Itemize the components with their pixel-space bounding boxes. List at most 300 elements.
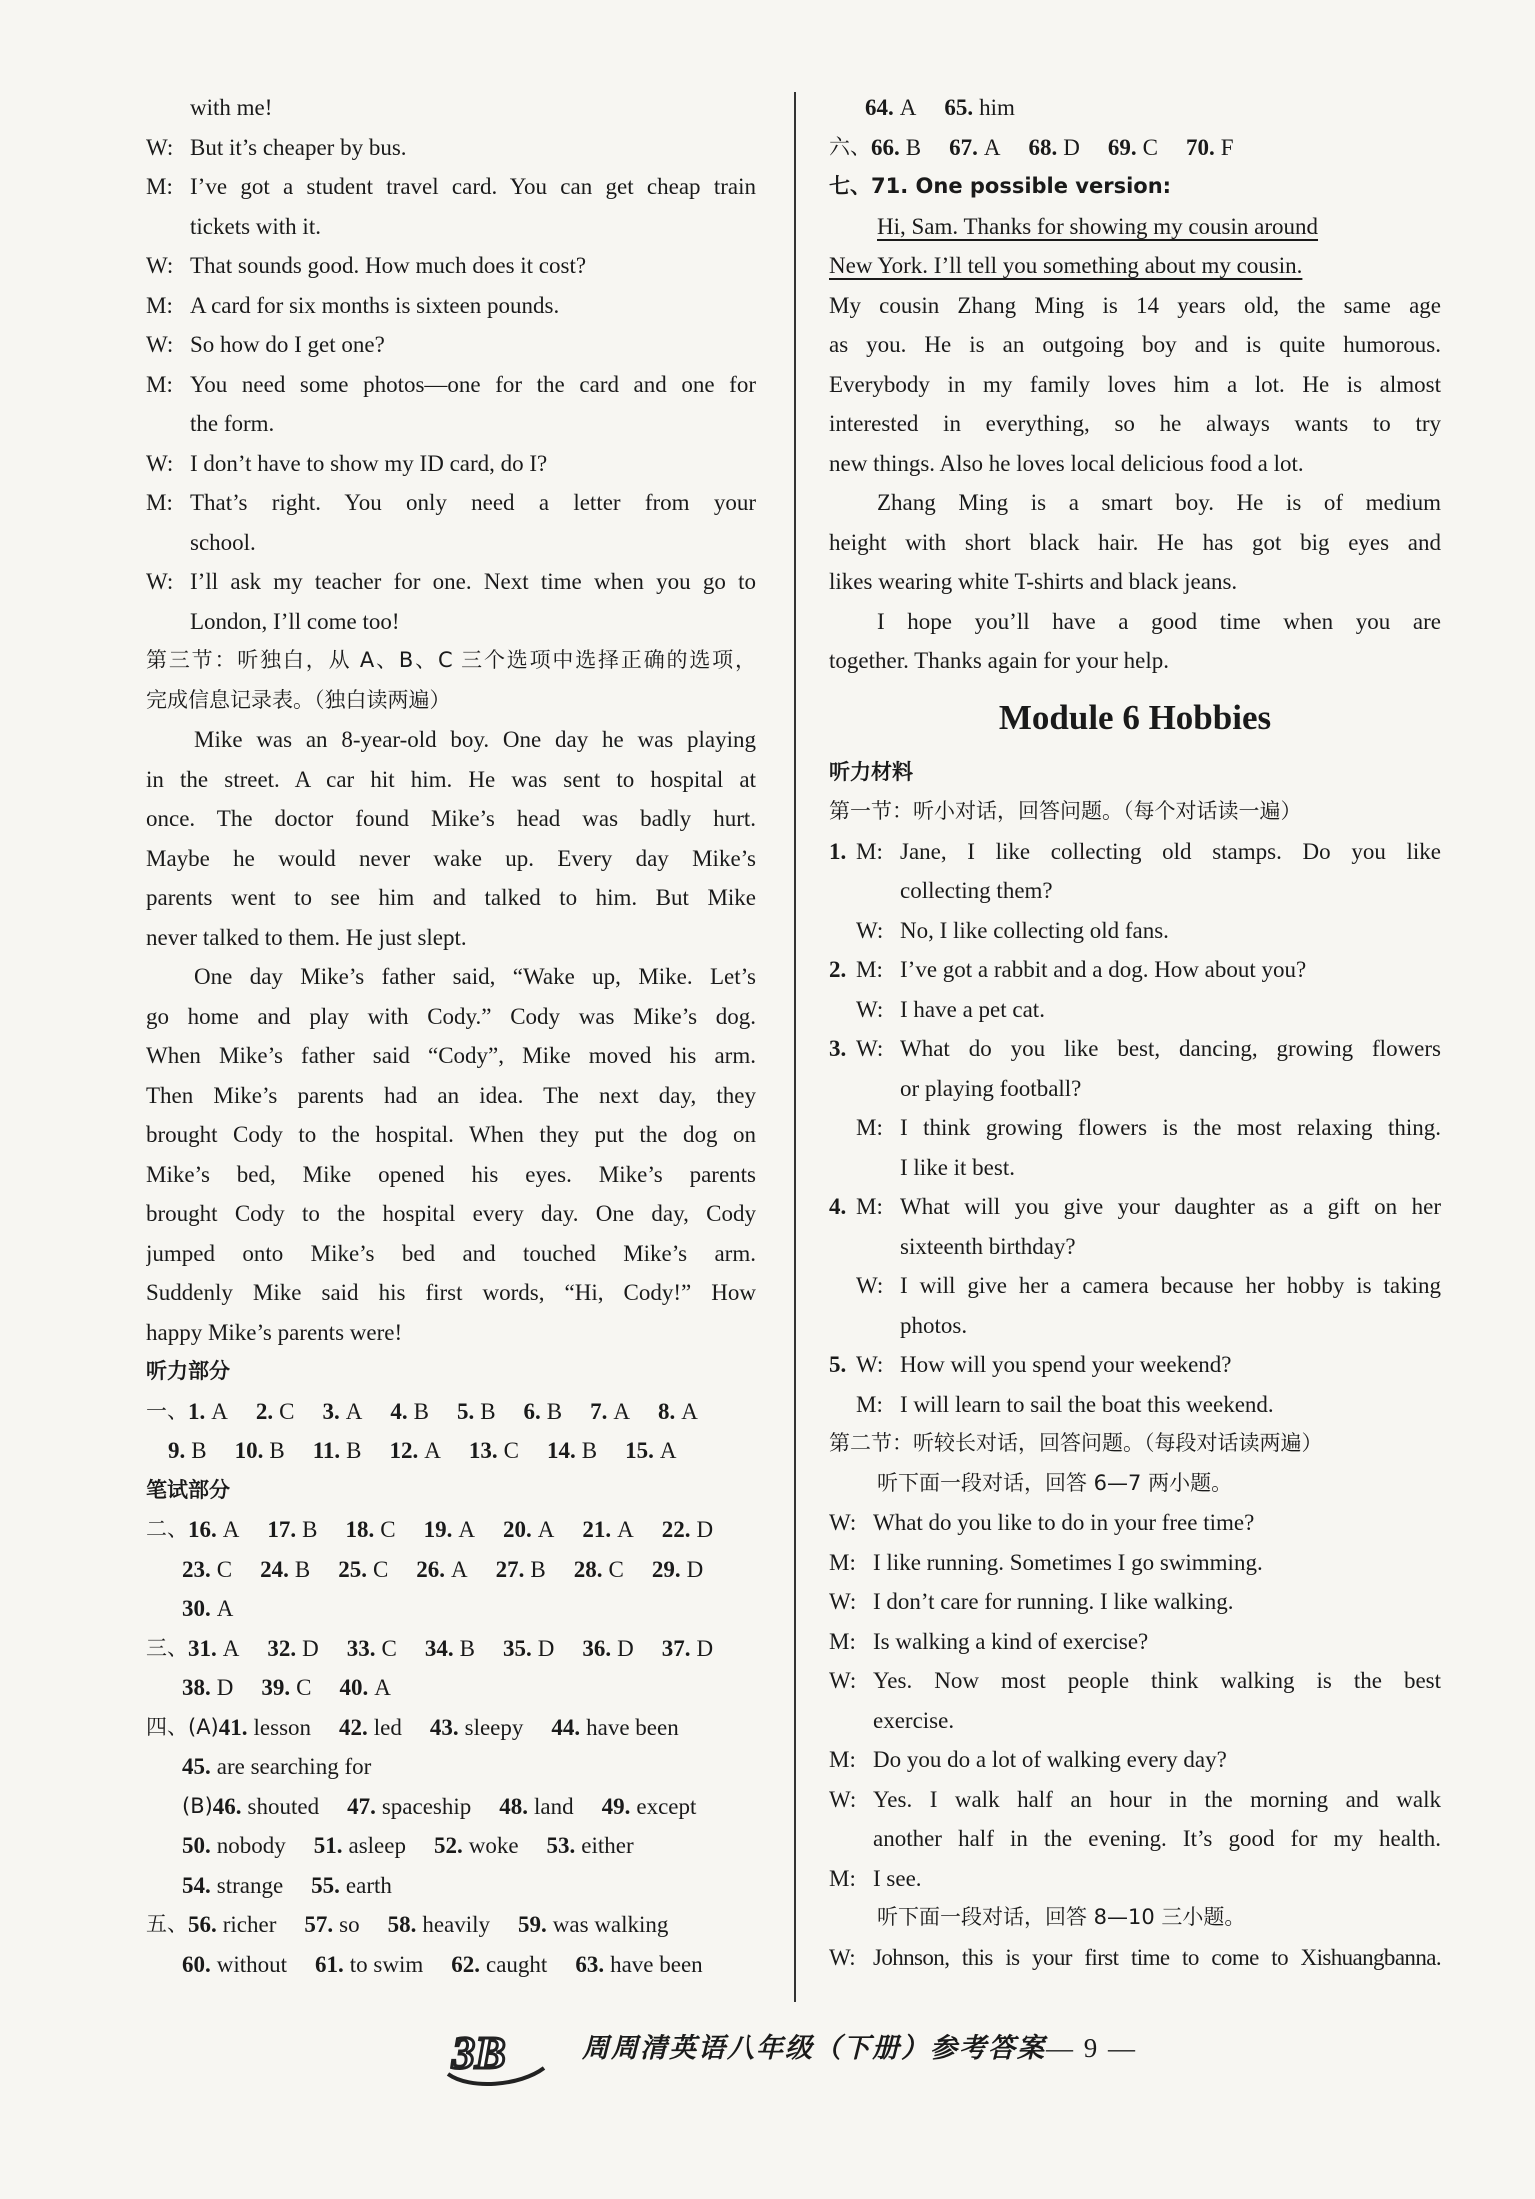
monologue-line: [146, 918, 756, 958]
question-number: 5.: [456, 1398, 475, 1424]
speaker-label: W:: [856, 1036, 884, 1061]
question-number: 66.: [871, 134, 900, 160]
answer-item: [590, 1392, 630, 1432]
answer-value: C: [1142, 134, 1158, 160]
answer-value: earth: [345, 1872, 392, 1898]
speaker-label: M:: [146, 490, 173, 515]
line-text: I hope you’ll have a good time when you are: [877, 608, 1441, 634]
question-number: 28.: [573, 1556, 603, 1582]
answer-item: [313, 1431, 362, 1471]
answer-value: except: [636, 1793, 697, 1819]
item-number: 3.: [829, 1036, 847, 1061]
dialogue-line: [829, 1740, 1441, 1780]
line-text: How will you spend your weekend?: [900, 1352, 1232, 1377]
question-number: 2.: [255, 1398, 274, 1424]
answer-value: D: [537, 1635, 555, 1661]
line-text: Yes. Now most people think walking is the best: [873, 1668, 1441, 1693]
item-number: 5.: [829, 1352, 847, 1377]
dialogue-line: [829, 1503, 1441, 1543]
answer-row: [146, 1629, 756, 1669]
dialogue-line: [829, 1385, 1441, 1425]
dialogue-line: [829, 1069, 1441, 1109]
answer-item: [315, 1945, 423, 1985]
answer-item: [390, 1392, 429, 1432]
dialogue-intro: 听下面一段对话，回答 8—10 三小题。: [877, 1905, 1246, 1929]
monologue-line: [146, 1115, 756, 1155]
speaker-label: M:: [856, 1194, 883, 1219]
essay-line: [829, 365, 1441, 405]
speaker-label: W:: [146, 450, 174, 476]
answer-value: C: [296, 1675, 312, 1700]
question-number: 60.: [182, 1951, 211, 1977]
speaker-label: M:: [829, 1865, 856, 1891]
answer-value: A: [983, 134, 1001, 160]
answer-value: D: [302, 1635, 319, 1661]
question-number: 26.: [416, 1556, 446, 1582]
page-number: — 9 —: [1046, 2033, 1137, 2063]
answer-item: [168, 1431, 207, 1471]
monologue-line: [146, 1076, 756, 1116]
left-column: [146, 88, 756, 1984]
answer-value: C: [372, 1556, 389, 1582]
line-text: Everybody in my family loves him a lot. He is almost: [829, 371, 1441, 397]
answer-value: A: [424, 1438, 441, 1463]
monologue-line: [146, 720, 756, 760]
speaker-label: M:: [829, 1628, 856, 1654]
dialogue-line: [146, 128, 756, 168]
dialogue-line: [829, 1187, 1441, 1227]
answer-value: A: [222, 1517, 240, 1542]
line-text: Maybe he would never wake up. Every day Mike’s: [146, 845, 756, 871]
underlined-text: New York. I’ll tell you something about my cousin.: [829, 253, 1303, 278]
dialogue-intro: 听下面一段对话，回答 6—7 两小题。: [877, 1470, 1233, 1495]
line-text: Mike’s bed, Mike opened his eyes. Mike’s parents: [146, 1161, 756, 1187]
line-text: A card for six months is sixteen pounds.: [190, 292, 560, 318]
question-number: 68.: [1028, 134, 1058, 160]
line-text: I like running. Sometimes I go swimming.: [873, 1549, 1263, 1575]
question-number: 40.: [339, 1675, 369, 1700]
answer-value: B: [294, 1556, 311, 1582]
answer-row: [146, 1905, 756, 1945]
answer-item: [1028, 128, 1079, 168]
line-text: Yes. I walk half an hour in the morning and walk: [873, 1786, 1441, 1812]
essay-line: [829, 286, 1441, 326]
monologue-line: [146, 1036, 756, 1076]
question-number: 10.: [234, 1438, 264, 1463]
answer-row: [146, 1866, 756, 1906]
publisher-logo-icon: [440, 2018, 550, 2090]
line-text: So how do I get one?: [190, 332, 385, 357]
question-number: 37.: [661, 1635, 691, 1661]
question-number: 29.: [651, 1556, 681, 1582]
line-text: I’ll ask my teacher for one. Next time when you go to: [190, 569, 756, 594]
answer-item: [182, 1747, 371, 1787]
answer-item: [582, 1510, 633, 1550]
line-text: new things. Also he loves local delicious food a lot.: [829, 450, 1304, 476]
line-text: I will learn to sail the boat this weekend.: [900, 1391, 1274, 1417]
speaker-label: M:: [856, 838, 883, 864]
question-number: 65.: [944, 95, 974, 120]
question-number: 38.: [182, 1675, 211, 1700]
answer-value: woke: [468, 1833, 519, 1858]
answer-item: [182, 1945, 287, 1985]
line-text: in the street. A car hit him. He was sent to hospital at: [146, 766, 756, 792]
answer-item: [188, 1905, 276, 1945]
speaker-label: M:: [146, 174, 173, 199]
question-number: 7.: [590, 1398, 608, 1424]
answer-row: [146, 1945, 756, 1985]
answer-item: [261, 1668, 311, 1708]
answer-row: [146, 1510, 756, 1550]
answer-item: [182, 1589, 233, 1629]
answer-item: [625, 1431, 676, 1471]
answer-value: without: [216, 1951, 288, 1977]
footer-title: 周周清英语八年级（下册）参考答案— 9 —: [582, 2033, 1137, 2064]
question-number: 61.: [315, 1951, 344, 1977]
question-number: 56.: [188, 1912, 217, 1937]
dialogue-line: [829, 871, 1441, 911]
answer-item: [314, 1826, 406, 1866]
answer-item: [430, 1708, 524, 1748]
answer-item: [547, 1431, 597, 1471]
question-number: 58.: [387, 1912, 417, 1937]
question-number: 33.: [346, 1635, 376, 1661]
answer-item: [235, 1431, 285, 1471]
dialogue-line: [146, 246, 756, 286]
answer-row: [146, 1550, 756, 1590]
answer-item: [551, 1708, 678, 1748]
answer-item: [652, 1550, 703, 1590]
question-number: 32.: [267, 1635, 297, 1661]
answer-item: [662, 1510, 713, 1550]
answer-value: B: [581, 1438, 598, 1463]
question-number: 64.: [865, 95, 894, 120]
answer-value: C: [381, 1635, 397, 1661]
answer-item: [1108, 128, 1158, 168]
answer-value: C: [608, 1556, 624, 1582]
dialogue-line: [829, 1859, 1441, 1899]
dialogue-line: [146, 286, 756, 326]
answer-item: [425, 1629, 475, 1669]
answer-value: are searching for: [216, 1754, 372, 1779]
question-number: 50.: [182, 1833, 211, 1858]
essay-opening-line: [829, 246, 1441, 286]
answer-item: [871, 128, 921, 168]
section-number: 一、: [146, 1398, 188, 1423]
speaker-label: M:: [856, 1391, 883, 1417]
answer-row: [146, 1708, 756, 1748]
answer-item: [188, 1510, 239, 1550]
section-number: (B): [182, 1793, 213, 1818]
answer-item: [503, 1510, 554, 1550]
answer-item: [182, 1866, 283, 1906]
line-text: I see.: [873, 1865, 922, 1891]
dialogue-line: [829, 1029, 1441, 1069]
line-text: tickets with it.: [190, 213, 321, 239]
answer-item: [451, 1945, 547, 1985]
dialogue-line: [829, 1148, 1441, 1188]
answer-item: [322, 1392, 362, 1432]
answer-item: [267, 1510, 317, 1550]
question-number: 45.: [182, 1754, 211, 1779]
question-number: 34.: [424, 1635, 454, 1661]
line-text: That’s right. You only need a letter from your: [190, 490, 756, 515]
dialogue-line: [829, 950, 1441, 990]
line-text: Is walking a kind of exercise?: [873, 1628, 1149, 1654]
question-number: 4.: [390, 1398, 408, 1424]
answer-value: A: [659, 1438, 677, 1463]
speaker-label: W:: [829, 1786, 857, 1812]
svg-text:3B: 3B: [452, 2027, 506, 2078]
answer-row: [146, 1787, 756, 1827]
answer-value: sleepy: [464, 1714, 524, 1740]
answer-value: him: [979, 95, 1015, 120]
answer-item: [575, 1945, 702, 1985]
section-title: 完成信息记录表。（独白读两遍）: [146, 687, 451, 712]
line-text: One day Mike’s father said, “Wake up, Mike. Let’s: [194, 964, 756, 989]
question-number: 11.: [312, 1438, 341, 1463]
speaker-label: W:: [856, 917, 884, 943]
line-text: Mike was an 8-year-old boy. One day he was playing: [194, 727, 756, 752]
answer-value: strange: [216, 1872, 284, 1898]
monologue-line: [146, 760, 756, 800]
answer-item: [496, 1550, 546, 1590]
essay-line: [829, 325, 1441, 365]
answer-value: A: [613, 1398, 630, 1424]
question-number: 44.: [551, 1714, 581, 1740]
answer-value: led: [373, 1714, 402, 1740]
line-text: or playing football?: [900, 1075, 1082, 1101]
line-text: exercise.: [873, 1707, 955, 1733]
speaker-label: M:: [146, 371, 173, 397]
listening-header: 听力部分: [146, 1359, 230, 1383]
answer-item: [574, 1550, 624, 1590]
answer-item: [182, 1826, 286, 1866]
dialogue-line: [146, 523, 756, 563]
monologue-line: [146, 997, 756, 1037]
speaker-label: W:: [829, 1944, 856, 1970]
monologue-line: [146, 878, 756, 918]
speaker-label: W:: [856, 1273, 884, 1298]
answer-item: [345, 1510, 395, 1550]
question-number: 16.: [188, 1517, 217, 1542]
line-text: Zhang Ming is a smart boy. He is of medium: [877, 490, 1441, 515]
answer-value: D: [617, 1635, 634, 1661]
dialogue-line: [146, 444, 756, 484]
answer-item: [260, 1550, 310, 1590]
answer-item: [182, 1550, 232, 1590]
answer-value: richer: [222, 1912, 277, 1937]
right-column: [829, 88, 1441, 1977]
speaker-label: M:: [146, 292, 173, 318]
question-number: 41.: [218, 1714, 248, 1740]
answer-row: [146, 1668, 756, 1708]
dialogue-line: [829, 1345, 1441, 1385]
answer-row: [146, 1589, 756, 1629]
answer-value: heavily: [422, 1912, 491, 1937]
essay-line: [829, 444, 1441, 484]
answer-item: [338, 1550, 388, 1590]
question-number: 30.: [182, 1596, 211, 1621]
answer-value: lesson: [253, 1714, 312, 1740]
question-number: 31.: [188, 1635, 217, 1661]
line-text: parents went to see him and talked to him. But Mike: [146, 885, 756, 910]
answer-item: [188, 1629, 239, 1669]
question-number: 18.: [345, 1517, 375, 1542]
materials-header: 听力材料: [829, 759, 913, 784]
answer-value: to swim: [349, 1951, 424, 1977]
speaker-label: W:: [856, 1352, 884, 1377]
dialogue-line: [829, 1701, 1441, 1741]
answer-value: B: [302, 1517, 318, 1542]
essay-line: [829, 562, 1441, 602]
question-number: 1.: [188, 1398, 206, 1424]
answer-item: [503, 1629, 554, 1669]
answer-item: [256, 1392, 295, 1432]
answer-value: B: [346, 1438, 362, 1463]
line-text: I think growing flowers is the most relaxing thing.: [900, 1115, 1441, 1140]
answer-item: [267, 1629, 318, 1669]
speaker-label: M:: [856, 1115, 883, 1140]
line-text: But it’s cheaper by bus.: [190, 134, 407, 160]
page-footer: [440, 2018, 1160, 2078]
question-number: 17.: [267, 1517, 297, 1542]
monologue-line: [146, 1313, 756, 1353]
answer-item: [347, 1787, 471, 1827]
question-number: 69.: [1107, 134, 1137, 160]
answer-value: F: [1220, 134, 1234, 160]
line-text: Suddenly Mike said his first words, “Hi, Cody!” How: [146, 1280, 756, 1305]
dialogue-line: [829, 1306, 1441, 1346]
question-number: 54.: [182, 1872, 211, 1898]
line-text: I will give her a camera because her hobby is taking: [900, 1273, 1441, 1298]
answer-item: [213, 1787, 319, 1827]
question-number: 48.: [499, 1793, 529, 1819]
question-number: 39.: [261, 1675, 291, 1700]
question-number: 67.: [949, 134, 978, 160]
question-number: 27.: [495, 1556, 525, 1582]
answer-item: [582, 1629, 633, 1669]
line-text: That sounds good. How much does it cost?: [190, 253, 587, 278]
answer-value: A: [374, 1675, 391, 1700]
line-text: likes wearing white T-shirts and black jeans.: [829, 569, 1238, 594]
line-text: I’ve got a rabbit and a dog. How about you?: [900, 957, 1307, 982]
line-text: with me!: [190, 95, 273, 120]
question-number: 25.: [338, 1556, 367, 1582]
section-title: 第一节：听小对话，回答问题。（每个对话读一遍）: [829, 799, 1302, 823]
question-number: 8.: [658, 1398, 676, 1424]
item-number: 1.: [829, 838, 847, 864]
speaker-label: W:: [829, 1589, 857, 1614]
answer-value: B: [480, 1398, 496, 1424]
line-text: school.: [190, 529, 256, 555]
answer-value: land: [534, 1793, 574, 1819]
line-text: My cousin Zhang Ming is 14 years old, the same age: [829, 292, 1441, 318]
answer-item: [1186, 128, 1234, 168]
line-text: collecting them?: [900, 878, 1053, 903]
dialogue-line: [829, 1227, 1441, 1267]
dialogue-line: [146, 602, 756, 642]
question-number: 12.: [389, 1438, 419, 1463]
answer-value: A: [537, 1517, 555, 1542]
dialogue-line: [146, 207, 756, 247]
line-text: sixteenth birthday?: [900, 1233, 1076, 1259]
question-number: 9.: [168, 1438, 186, 1463]
answer-value: spaceship: [381, 1793, 472, 1819]
speaker-label: M:: [829, 1747, 856, 1772]
answer-value: D: [696, 1517, 714, 1542]
answer-item: [182, 1668, 233, 1708]
item-number: 4.: [829, 1194, 847, 1219]
answer-row: [146, 1826, 756, 1866]
answer-item: [434, 1826, 519, 1866]
dialogue-line: [829, 1780, 1441, 1820]
dialogue-line: [146, 365, 756, 405]
question-number: 63.: [575, 1951, 605, 1977]
answer-value: C: [216, 1556, 233, 1582]
line-text: as you. He is an outgoing boy and is quite humorous.: [829, 332, 1441, 357]
answer-value: nobody: [216, 1833, 286, 1858]
section-number: 四、(A): [146, 1714, 219, 1739]
answer-item: [304, 1905, 359, 1945]
answer-item: [347, 1629, 397, 1669]
answer-value: D: [686, 1556, 704, 1582]
line-text: go home and play with Cody.” Cody was Mike’s dog.: [146, 1003, 756, 1029]
line-text: What will you give your daughter as a gift on her: [900, 1194, 1441, 1219]
answer-value: B: [413, 1398, 429, 1424]
item-number: 2.: [829, 957, 847, 982]
question-number: 3.: [322, 1398, 340, 1424]
answer-value: B: [905, 134, 922, 160]
section-number: 五、: [146, 1912, 188, 1936]
answer-item: [339, 1708, 402, 1748]
answer-value: D: [696, 1635, 714, 1661]
question-number: 42.: [339, 1714, 368, 1740]
line-text: When Mike’s father said “Cody”, Mike moved his arm.: [146, 1043, 756, 1068]
monologue-line: [146, 1155, 756, 1195]
answer-item: [499, 1787, 573, 1827]
column-divider: [794, 92, 796, 2002]
line-text: I don’t have to show my ID card, do I?: [190, 450, 548, 476]
line-text: No, I like collecting old fans.: [900, 917, 1169, 943]
dialogue-line: [829, 1543, 1441, 1583]
question-number: 35.: [502, 1635, 532, 1661]
answer-value: B: [191, 1438, 207, 1463]
line-text: happy Mike’s parents were!: [146, 1319, 403, 1345]
monologue-line: [146, 1234, 756, 1274]
answer-value: A: [345, 1398, 363, 1424]
underlined-text: Hi, Sam. Thanks for showing my cousin around: [877, 213, 1319, 239]
section-title: 第三节：听独白，从 A、B、C 三个选项中选择正确的选项，: [146, 648, 756, 672]
line-text: Do you do a lot of walking every day?: [873, 1747, 1227, 1772]
line-text: You need some photos—one for the card and one for: [190, 371, 756, 397]
question-number: 24.: [260, 1556, 289, 1582]
answer-value: shouted: [247, 1793, 320, 1819]
answer-value: have been: [610, 1951, 703, 1977]
line-text: Johnson, this is your first time to come to Xishuangbanna.: [873, 1944, 1441, 1970]
answer-value: A: [216, 1596, 234, 1621]
dialogue-line: [829, 1819, 1441, 1859]
q71-label: 七、71. One possible version:: [829, 174, 1172, 198]
answer-value: C: [279, 1398, 295, 1424]
question-number: 13.: [468, 1438, 498, 1463]
answer-value: caught: [486, 1951, 548, 1977]
answer-value: A: [899, 95, 917, 120]
dialogue-line: [829, 1661, 1441, 1701]
answer-value: A: [681, 1398, 698, 1424]
section-title: 第二节：听较长对话，回答问题。（每段对话读两遍）: [829, 1431, 1323, 1455]
question-number: 52.: [433, 1833, 463, 1858]
